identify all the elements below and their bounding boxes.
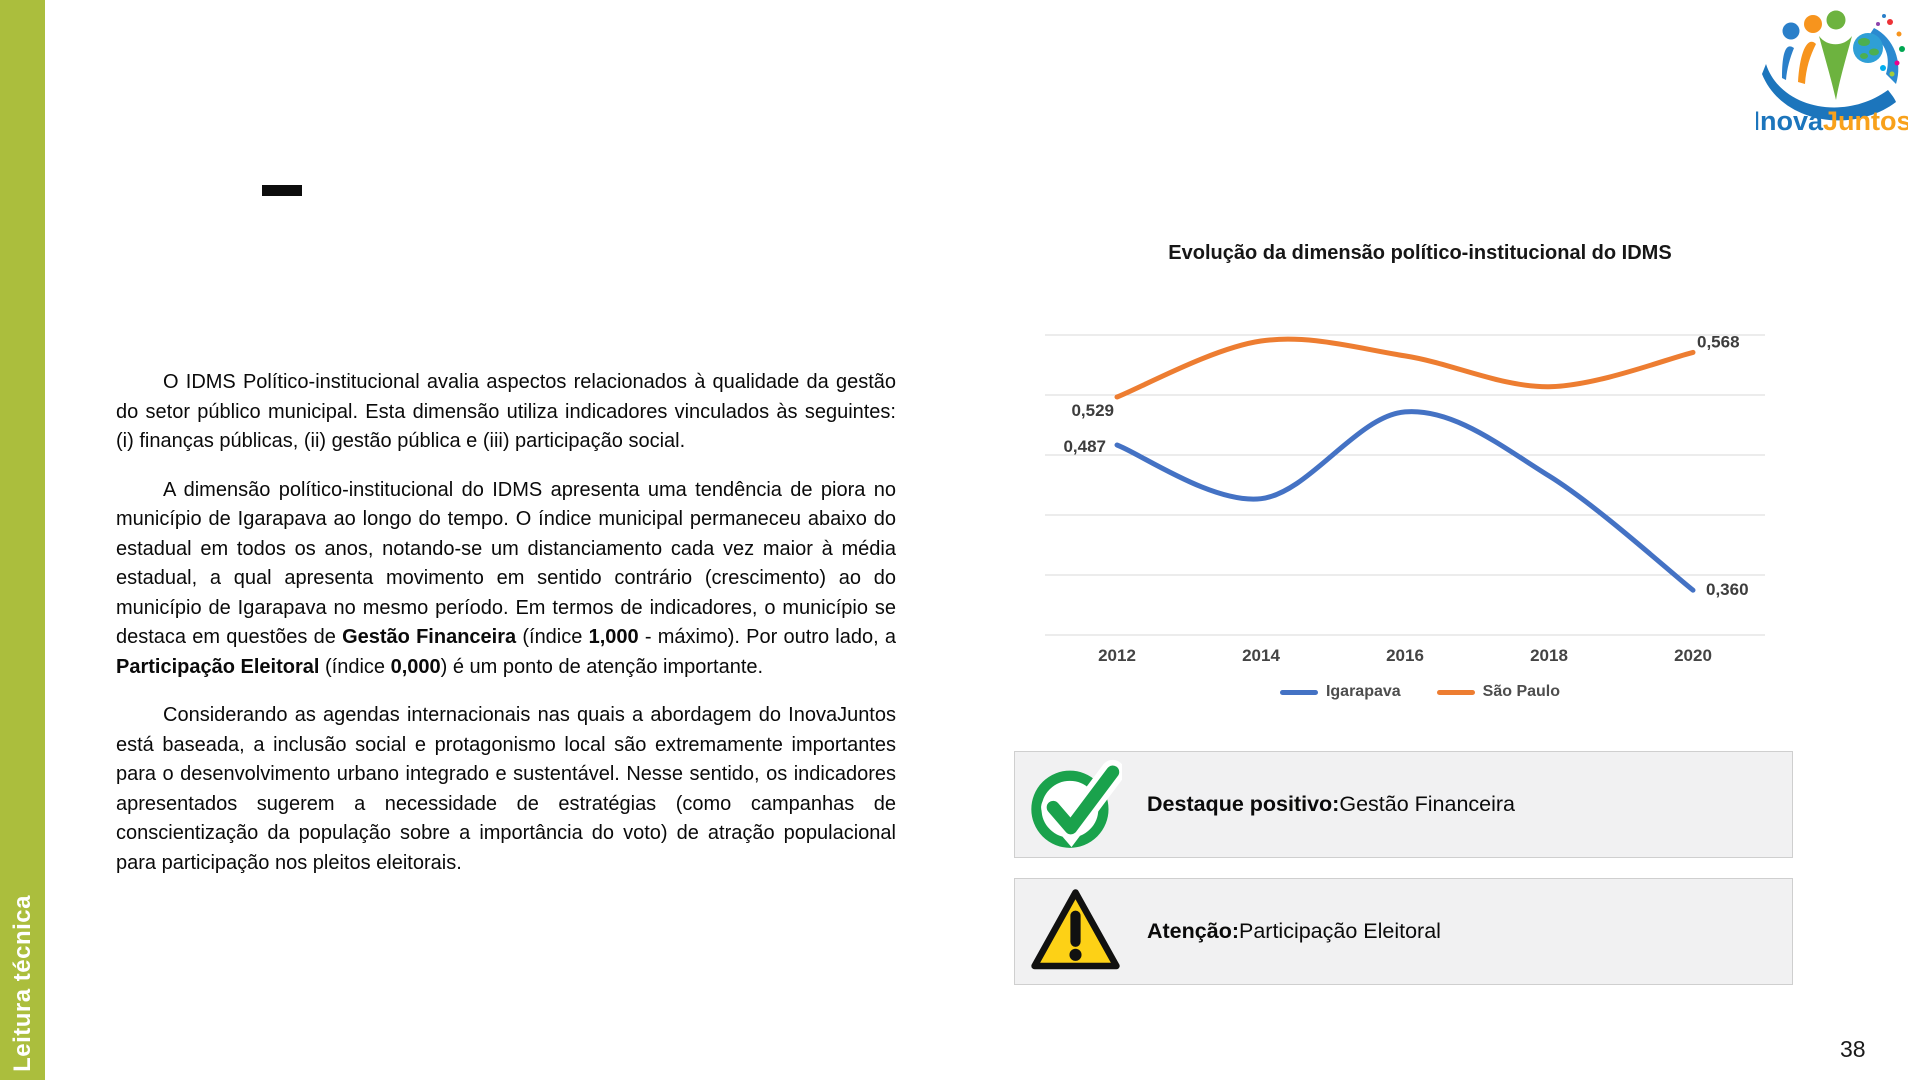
- idms-evolution-chart: [1040, 240, 1800, 710]
- legend-item: [1280, 683, 1401, 701]
- paragraph-1: O IDMS Político-institucional avalia aspectos relacionados à qualidade da gestão do setor público municipal. Esta dimensão utiliza indicadores vinculados às seguintes: (i) finanças públicas, (ii) gestão pública e (iii) participação social.: [116, 371, 896, 452]
- inovajuntos-logo: [1756, 6, 1908, 138]
- section-label: Leitura técnica: [8, 895, 36, 1072]
- svg-text:2016: 2016: [1386, 646, 1424, 665]
- legend-line-swatch: [1280, 690, 1318, 695]
- line-chart-canvas: [1040, 240, 1800, 710]
- svg-text:2020: 2020: [1674, 646, 1712, 665]
- svg-text:0,568: 0,568: [1697, 332, 1740, 352]
- body-text: [116, 368, 896, 897]
- callout-attention: [1014, 878, 1793, 985]
- svg-text:2018: 2018: [1530, 646, 1568, 665]
- page-number: 38: [1840, 1036, 1866, 1062]
- svg-text:0,360: 0,360: [1706, 580, 1749, 600]
- svg-text:2012: 2012: [1098, 646, 1136, 665]
- callout-attention-text: Atenção: Participação Eleitoral: [1147, 919, 1441, 943]
- chart-legend: [1040, 683, 1800, 701]
- warning-icon: [1029, 886, 1122, 979]
- inovajuntos-logo-icon: [1756, 6, 1908, 138]
- legend-line-swatch: [1437, 690, 1475, 695]
- paragraph-3: Considerando as agendas internacionais nas quais a abordagem do InovaJuntos está baseada, a inclusão social e protagonismo local são extremamente importantes para o desenvolvimento urbano integrado e sustentável. Nesse sentido, os indicadores apresentados sugerem a necessidade de estratégias (como campanhas de conscientização da população sobre a importância do voto) de atração populacional para participação nos pleitos eleitorais.: [116, 704, 896, 874]
- check-circle-icon: [1029, 759, 1122, 852]
- section-sideband: [0, 0, 45, 1080]
- svg-text:InovaJuntos: InovaJuntos: [1756, 106, 1908, 136]
- svg-text:0,487: 0,487: [1063, 437, 1106, 457]
- callout-positive-text: Destaque positivo: Gestão Financeira: [1147, 792, 1516, 816]
- legend-label: Igarapava: [1325, 683, 1401, 700]
- chart-title: Evolução da dimensão político-institucional do IDMS: [1168, 242, 1672, 264]
- title-dash: [262, 185, 302, 196]
- legend-label: São Paulo: [1482, 683, 1561, 700]
- svg-text:0,529: 0,529: [1071, 401, 1114, 420]
- svg-text:2014: 2014: [1242, 646, 1280, 665]
- paragraph-2: A dimensão político-institucional do IDMS apresenta uma tendência de piora no município de Igarapava ao longo do tempo. O índice municipal permaneceu abaixo do estadual em todos os anos, notando-se um distanciamento cada vez maior à média estadual, a qual apresenta movimento em sentido contrário (crescimento) ao do município de Igarapava no mesmo período. Em termos de indicadores, o município se destaca em questões de Gestão Financeira (índice 1,000 - máximo). Por outro lado, a Participação Eleitoral (índice 0,000) é um ponto de atenção importante.: [116, 478, 896, 678]
- legend-item: [1437, 683, 1560, 701]
- callout-positive: [1014, 751, 1793, 858]
